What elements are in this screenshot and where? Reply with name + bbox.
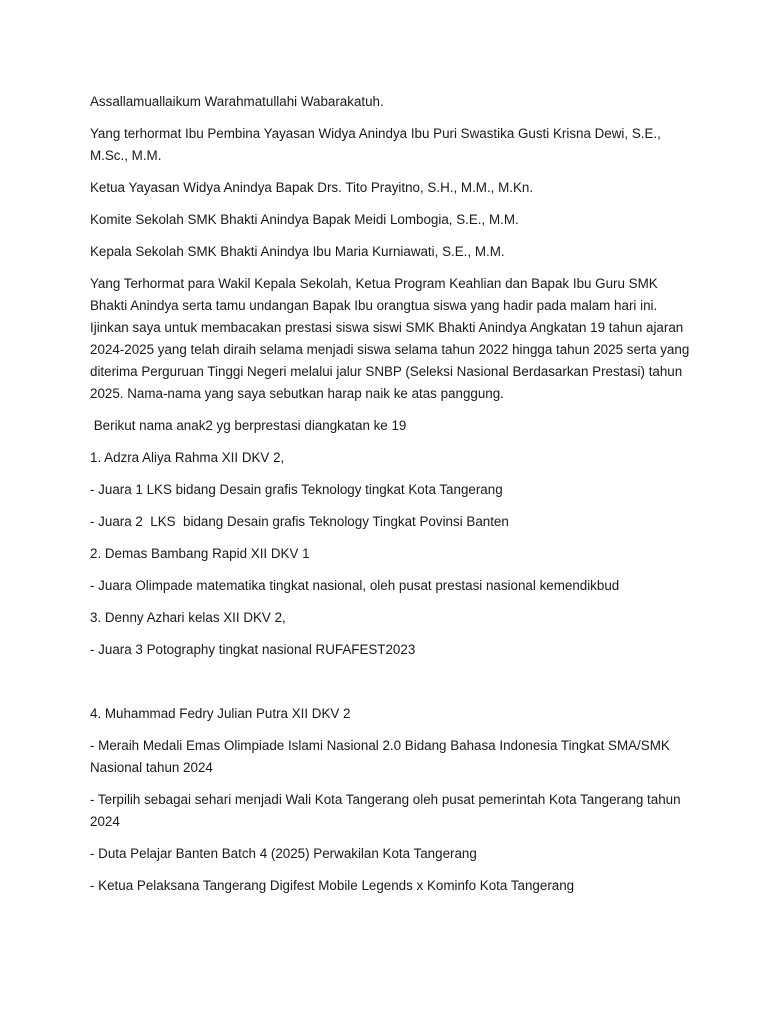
student-4-achievement-2: - Terpilih sebagai sehari menjadi Wali Kota Tangerang oleh pusat pemerintah Kota Tangerang tahun 2024 [90, 792, 685, 829]
salutation-pembina: Yang terhormat Ibu Pembina Yayasan Widya Anindya Ibu Puri Swastika Gusti Krisna Dewi, S.E., M.Sc., M.M. [90, 126, 665, 163]
student-2-name: 2. Demas Bambang Rapid XII DKV 1 [90, 546, 310, 561]
student-1-name: 1. Adzra Aliya Rahma XII DKV 2, [90, 450, 285, 465]
salutation-ketua-yayasan: Ketua Yayasan Widya Anindya Bapak Drs. Tito Prayitno, S.H., M.M., M.Kn. [90, 180, 534, 195]
student-3-achievement-1: - Juara 3 Potography tingkat nasional RUFAFEST2023 [90, 642, 416, 657]
salutation-komite: Komite Sekolah SMK Bhakti Anindya Bapak Meidi Lombogia, S.E., M.M. [90, 212, 519, 227]
student-3-name: 3. Denny Azhari kelas XII DKV 2, [90, 610, 286, 625]
student-2-achievement-1: - Juara Olimpade matematika tingkat nasional, oleh pusat prestasi nasional kemendikbud [90, 578, 620, 593]
greeting: Assallamuallaikum Warahmatullahi Wabarakatuh. [90, 94, 384, 109]
student-1-achievement-1: - Juara 1 LKS bidang Desain grafis Teknology tingkat Kota Tangerang [90, 482, 503, 497]
intro-paragraph: Yang Terhormat para Wakil Kepala Sekolah, Ketua Program Keahlian dan Bapak Ibu Guru SMK Bhakti Anindya serta tamu undangan Bapak Ibu orangtua siswa yang hadir pada malam hari ini. Ijinkan saya untuk membacakan prestasi siswa siswi SMK Bhakti Anindya Angkatan 19 tahun ajaran 2024-2025 yang telah diraih selama menjadi siswa selama tahun 2022 hingga tahun 2025 serta yang diterima Perguruan Tinggi Negeri melalui jalur SNBP (Seleksi Nasional Berdasarkan Prestasi) tahun 2025. Nama-nama yang saya sebutkan harap naik ke atas panggung. [90, 276, 694, 401]
document-page [90, 91, 694, 907]
list-intro: Berikut nama anak2 yg berprestasi diangkatan ke 19 [90, 418, 407, 433]
salutation-kepala-sekolah: Kepala Sekolah SMK Bhakti Anindya Ibu Maria Kurniawati, S.E., M.M. [90, 244, 505, 259]
student-4-achievement-1: - Meraih Medali Emas Olimpiade Islami Nasional 2.0 Bidang Bahasa Indonesia Tingkat SMA/SMK Nasional tahun 2024 [90, 738, 674, 775]
student-4-achievement-3: - Duta Pelajar Banten Batch 4 (2025) Perwakilan Kota Tangerang [90, 846, 477, 861]
student-4-name: 4. Muhammad Fedry Julian Putra XII DKV 2 [90, 706, 351, 721]
blank-line [90, 671, 690, 693]
student-4-achievement-4: - Ketua Pelaksana Tangerang Digifest Mobile Legends x Kominfo Kota Tangerang [90, 878, 575, 893]
student-1-achievement-2: - Juara 2 LKS bidang Desain grafis Teknology Tingkat Povinsi Banten [90, 514, 509, 529]
